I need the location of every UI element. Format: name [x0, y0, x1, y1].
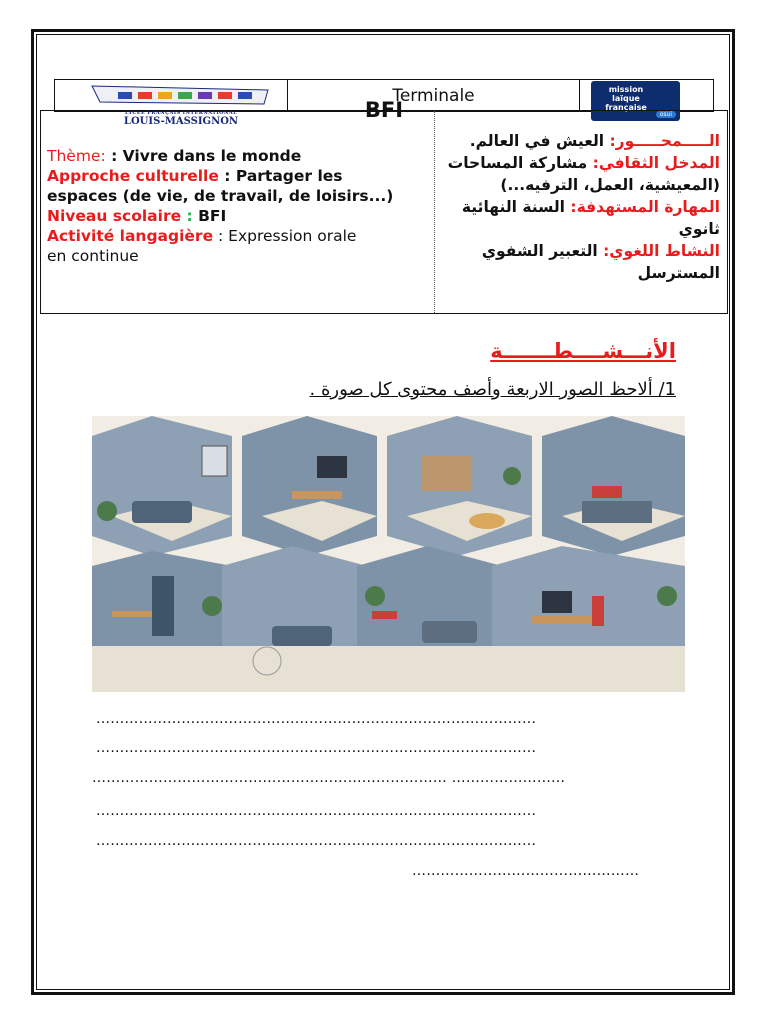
activite-line-2	[47, 246, 407, 266]
competence-line	[445, 196, 720, 240]
activity-instruction: 1/ ألاحظ الصور الاربعة وأصف محتوى كل صورة .	[309, 379, 676, 400]
answer-line-6[interactable]: …………………………………………	[412, 863, 640, 879]
program-title: BFI	[364, 98, 404, 122]
info-table-divider	[434, 111, 435, 313]
answer-line-3[interactable]: ………………………………………………………………… ……………………	[92, 770, 566, 786]
axe-value: العيش في العالم.	[469, 132, 610, 150]
lycee-logo-name: LOUIS-MASSIGNON	[123, 116, 239, 127]
theme-value: : Vivre dans le monde	[105, 147, 302, 165]
niveau-line	[47, 206, 407, 226]
activite-value-2: en continue	[47, 247, 139, 265]
mission-logo-line-1: mission	[608, 85, 644, 94]
activite-ar-value: التعبير الشفوي المسترسل	[481, 242, 720, 282]
entree-line	[445, 152, 720, 196]
niveau-label: Niveau scolaire	[47, 207, 182, 225]
french-info-column	[47, 146, 407, 266]
answer-line-2[interactable]: …………………………………………………………………………………	[96, 740, 537, 756]
niveau-value: BFI	[198, 207, 227, 225]
mission-logo-line-2: laïque	[612, 94, 640, 103]
activite-line	[47, 226, 407, 246]
activite-ar-line	[445, 240, 720, 284]
axe-line	[445, 130, 720, 152]
theme-line	[47, 146, 407, 166]
competence-label: المهارة المستهدفة:	[570, 198, 720, 216]
approche-label: Approche culturelle	[47, 167, 219, 185]
activite-ar-label: النشاط اللغوي:	[603, 242, 720, 260]
arabic-info-column	[445, 130, 720, 284]
activite-colon: :	[213, 227, 229, 245]
mission-logo-line-3: française	[605, 103, 647, 112]
niveau-colon: :	[181, 207, 199, 225]
approche-value: : Partager les espaces (de vie, de travail, de loisirs...)	[47, 167, 394, 205]
approche-line	[47, 166, 407, 206]
answer-line-4[interactable]: …………………………………………………………………………………	[96, 803, 537, 819]
mission-logo-tag: osui	[656, 111, 676, 118]
activities-title: الأنـــشــــطـــــــة	[490, 339, 676, 363]
axe-label: الـــــمحـــــور:	[609, 132, 720, 150]
lycee-logo-small-text: LYCÉE FRANÇAIS INTERNATIONAL	[124, 110, 238, 116]
theme-label: Thème:	[47, 147, 106, 165]
level-title: Terminale	[392, 86, 475, 106]
competence-value: السنة النهائية ثانوي	[461, 198, 720, 238]
activite-label: Activité langagière	[47, 227, 214, 245]
entree-value: مشاركة المساحات (المعيشية، العمل، الترفيه...)	[447, 154, 720, 194]
activite-value: Expression orale	[228, 227, 357, 245]
entree-label: المدخل الثقافي:	[592, 154, 720, 172]
shared-spaces-illustration	[92, 416, 685, 692]
answer-line-1[interactable]: …………………………………………………………………………………	[96, 711, 537, 727]
answer-line-5[interactable]: …………………………………………………………………………………	[96, 833, 537, 849]
shared-spaces-illustration-icon	[92, 416, 685, 692]
